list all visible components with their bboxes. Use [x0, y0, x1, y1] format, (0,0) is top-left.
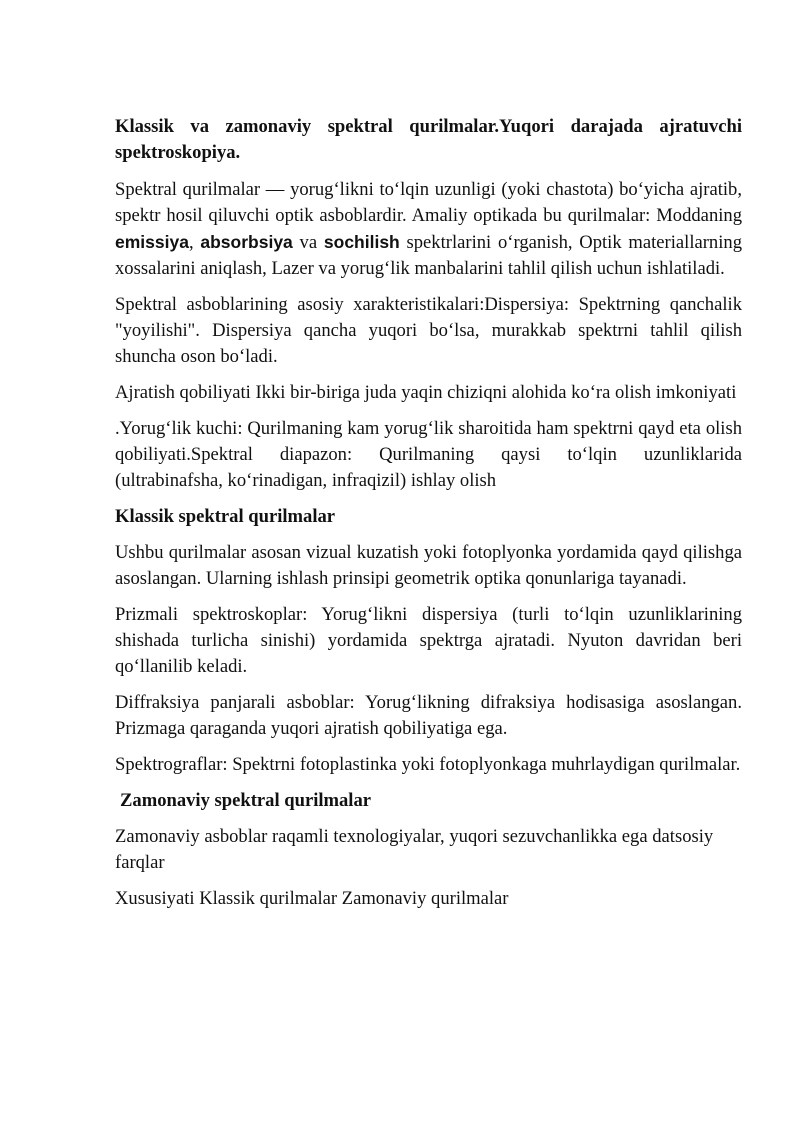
absorption-term: absorbsiya [200, 232, 293, 252]
spectrographs-paragraph: Spektrograflar: Spektrni fotoplastinka yoki fotoplyonkaga muhrlaydigan qurilmalar. [115, 754, 741, 775]
emission-term: emissiya [115, 232, 189, 252]
intro-text-2: spektrlarini o‘rganish, Optik materiallarning xossalarini aniqlash, Lazer va yorug‘lik manbalarini tahlil qilish uchun ishlatiladi. [115, 232, 742, 279]
light-power-paragraph: .Yorug‘lik kuchi: Qurilmaning kam yorug‘lik sharoitida ham spektrni qayd eta olish qobiliyati.Spektral diapazon: Qurilmaning qaysi to‘lqin uzunliklarida (ultrabinafsha, ko‘rinadigan, infraqizil) ishlay olish [115, 418, 742, 491]
intro-paragraph [115, 177, 742, 282]
classic-intro-paragraph: Ushbu qurilmalar asosan vizual kuzatish yoki fotoplyonka yordamida qayd qilishga asoslangan. Ularning ishlash prinsipi geometrik optika qonunlariga tayanadi. [115, 542, 742, 589]
document-title: Klassik va zamonaviy spektral qurilmalar.Yuqori darajada ajratuvchi spektroskopiya. [115, 116, 742, 163]
document-page [115, 114, 742, 922]
diffraction-paragraph: Diffraksiya panjarali asboblar: Yorug‘likning difraksiya hodisasiga asoslangan. Prizmaga qaraganda yuqori ajratish qobiliyatiga ega. [115, 692, 742, 739]
prism-paragraph: Prizmali spektroskoplar: Yorug‘likni dispersiya (turli to‘lqin uzunliklarining shishada turlicha sinishi) yordamida spektrga ajratadi. Nyuton davridan beri qo‘llanilib keladi. [115, 604, 742, 677]
scattering-term: sochilish [323, 232, 400, 252]
intro-text-1: Spektral qurilmalar — yorug‘likni to‘lqin uzunligi (yoki chastota) bo‘yicha ajratib, spektr hosil qiluvchi optik asboblardir. Amaliy optikada bu qurilmalar: Moddaning [115, 179, 742, 226]
intro-sep-2: va [292, 232, 324, 253]
modern-intro-paragraph: Zamonaviy asboblar raqamli texnologiyalar, yuqori sezuvchanlikka ega datsosiy farqlar [115, 826, 714, 873]
modern-heading: Zamonaviy spektral qurilmalar [120, 790, 372, 811]
classic-heading: Klassik spektral qurilmalar [115, 506, 336, 527]
intro-sep-1: , [188, 232, 201, 253]
characteristics-paragraph: Spektral asboblarining asosiy xarakteristikalari:Dispersiya: Spektrning qanchalik "yoyilishi". Dispersiya qancha yuqori bo‘lsa, murakkab spektrni tahlil qilish shuncha oson bo‘ladi. [115, 294, 742, 367]
resolution-paragraph: Ajratish qobiliyati Ikki bir-biriga juda yaqin chiziqni alohida ko‘ra olish imkoniyati [115, 382, 737, 403]
comparison-table-header: Xususiyati Klassik qurilmalar Zamonaviy qurilmalar [115, 888, 509, 909]
